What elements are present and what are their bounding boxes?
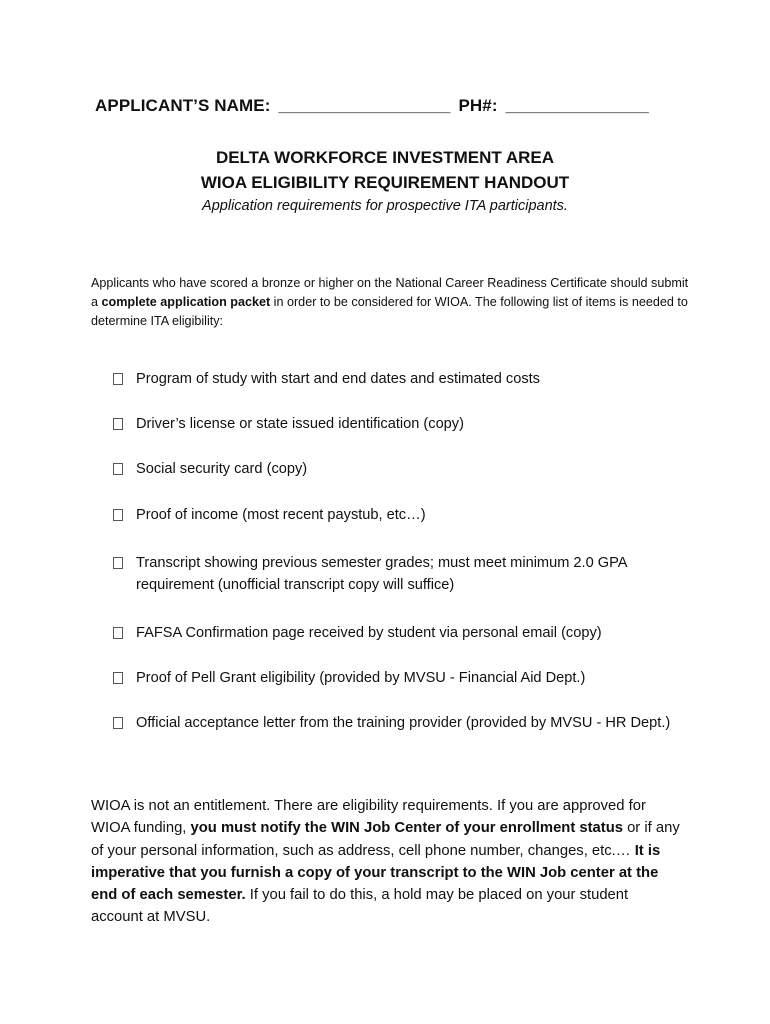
applicant-header [95, 96, 695, 116]
checklist-item [113, 668, 688, 690]
checklist-item-label: Proof of income (most recent paystub, etc…) [136, 507, 426, 523]
intro-text-1: Applicants who have scored a bronze or higher on the National Career Readiness Certificate should submit a [91, 276, 689, 309]
checklist-item [113, 623, 688, 645]
intro-bold: complete application packet [101, 295, 271, 309]
phone-label: PH#: [458, 96, 498, 115]
title-handout: WIOA ELIGIBILITY REQUIREMENT HANDOUT [200, 173, 570, 192]
checklist-item [113, 414, 688, 436]
checklist-item [113, 369, 688, 391]
phone-blank: _______________ [505, 96, 649, 115]
checklist-item [113, 553, 688, 596]
subtitle: Application requirements for prospective ITA participants. [202, 198, 568, 214]
closing-bold-1: you must notify the WIN Job Center of your enrollment status [190, 820, 623, 837]
closing-bold-2: It is imperative that you furnish a copy of your transcript to the WIN Job center at the end of each semester. [91, 842, 661, 904]
applicant-name-blank: __________________ [278, 96, 451, 115]
checkbox-icon [113, 557, 123, 569]
checklist-item-label: Driver’s license or state issued identification (copy) [136, 416, 464, 432]
checkbox-icon [113, 463, 123, 475]
closing-text-3: If you fail to do this, a hold may be placed on your student account at MVSU. [91, 887, 629, 926]
checklist-item-label: Program of study with start and end dates and estimated costs [136, 371, 540, 387]
checkbox-icon [113, 418, 123, 430]
checklist-item-label: Proof of Pell Grant eligibility (provided by MVSU - Financial Aid Dept.) [136, 670, 586, 686]
checklist-item [113, 505, 688, 527]
checkbox-icon [113, 509, 123, 521]
checklist-item-label: Social security card (copy) [136, 461, 308, 477]
closing-text-1: WIOA is not an entitlement. There are eligibility requirements. If you are approved for WIOA funding, [91, 798, 646, 837]
checklist-item-label: FAFSA Confirmation page received by student via personal email (copy) [136, 625, 602, 641]
intro-paragraph [91, 274, 691, 331]
closing-text-2: or if any of your personal information, such as address, cell phone number, changes, etc.… [91, 820, 680, 859]
applicant-name-label: APPLICANT’S NAME: [95, 96, 271, 115]
checkbox-icon [113, 627, 123, 639]
closing-paragraph [91, 795, 681, 929]
title-area: DELTA WORKFORCE INVESTMENT AREA [215, 148, 555, 167]
checklist-item [113, 459, 688, 481]
checklist-item-label: Transcript showing previous semester grades; must meet minimum 2.0 GPA requirement (unofficial transcript copy will suffice) [136, 555, 627, 593]
intro-text-2: in order to be considered for WIOA. The following list of items is needed to determine ITA eligibility: [91, 295, 688, 328]
checklist-item [113, 713, 688, 735]
checklist-item-label: Official acceptance letter from the training provider (provided by MVSU - HR Dept.) [136, 715, 671, 731]
checkbox-icon [113, 672, 123, 684]
checkbox-icon [113, 717, 123, 729]
checkbox-icon [113, 373, 123, 385]
